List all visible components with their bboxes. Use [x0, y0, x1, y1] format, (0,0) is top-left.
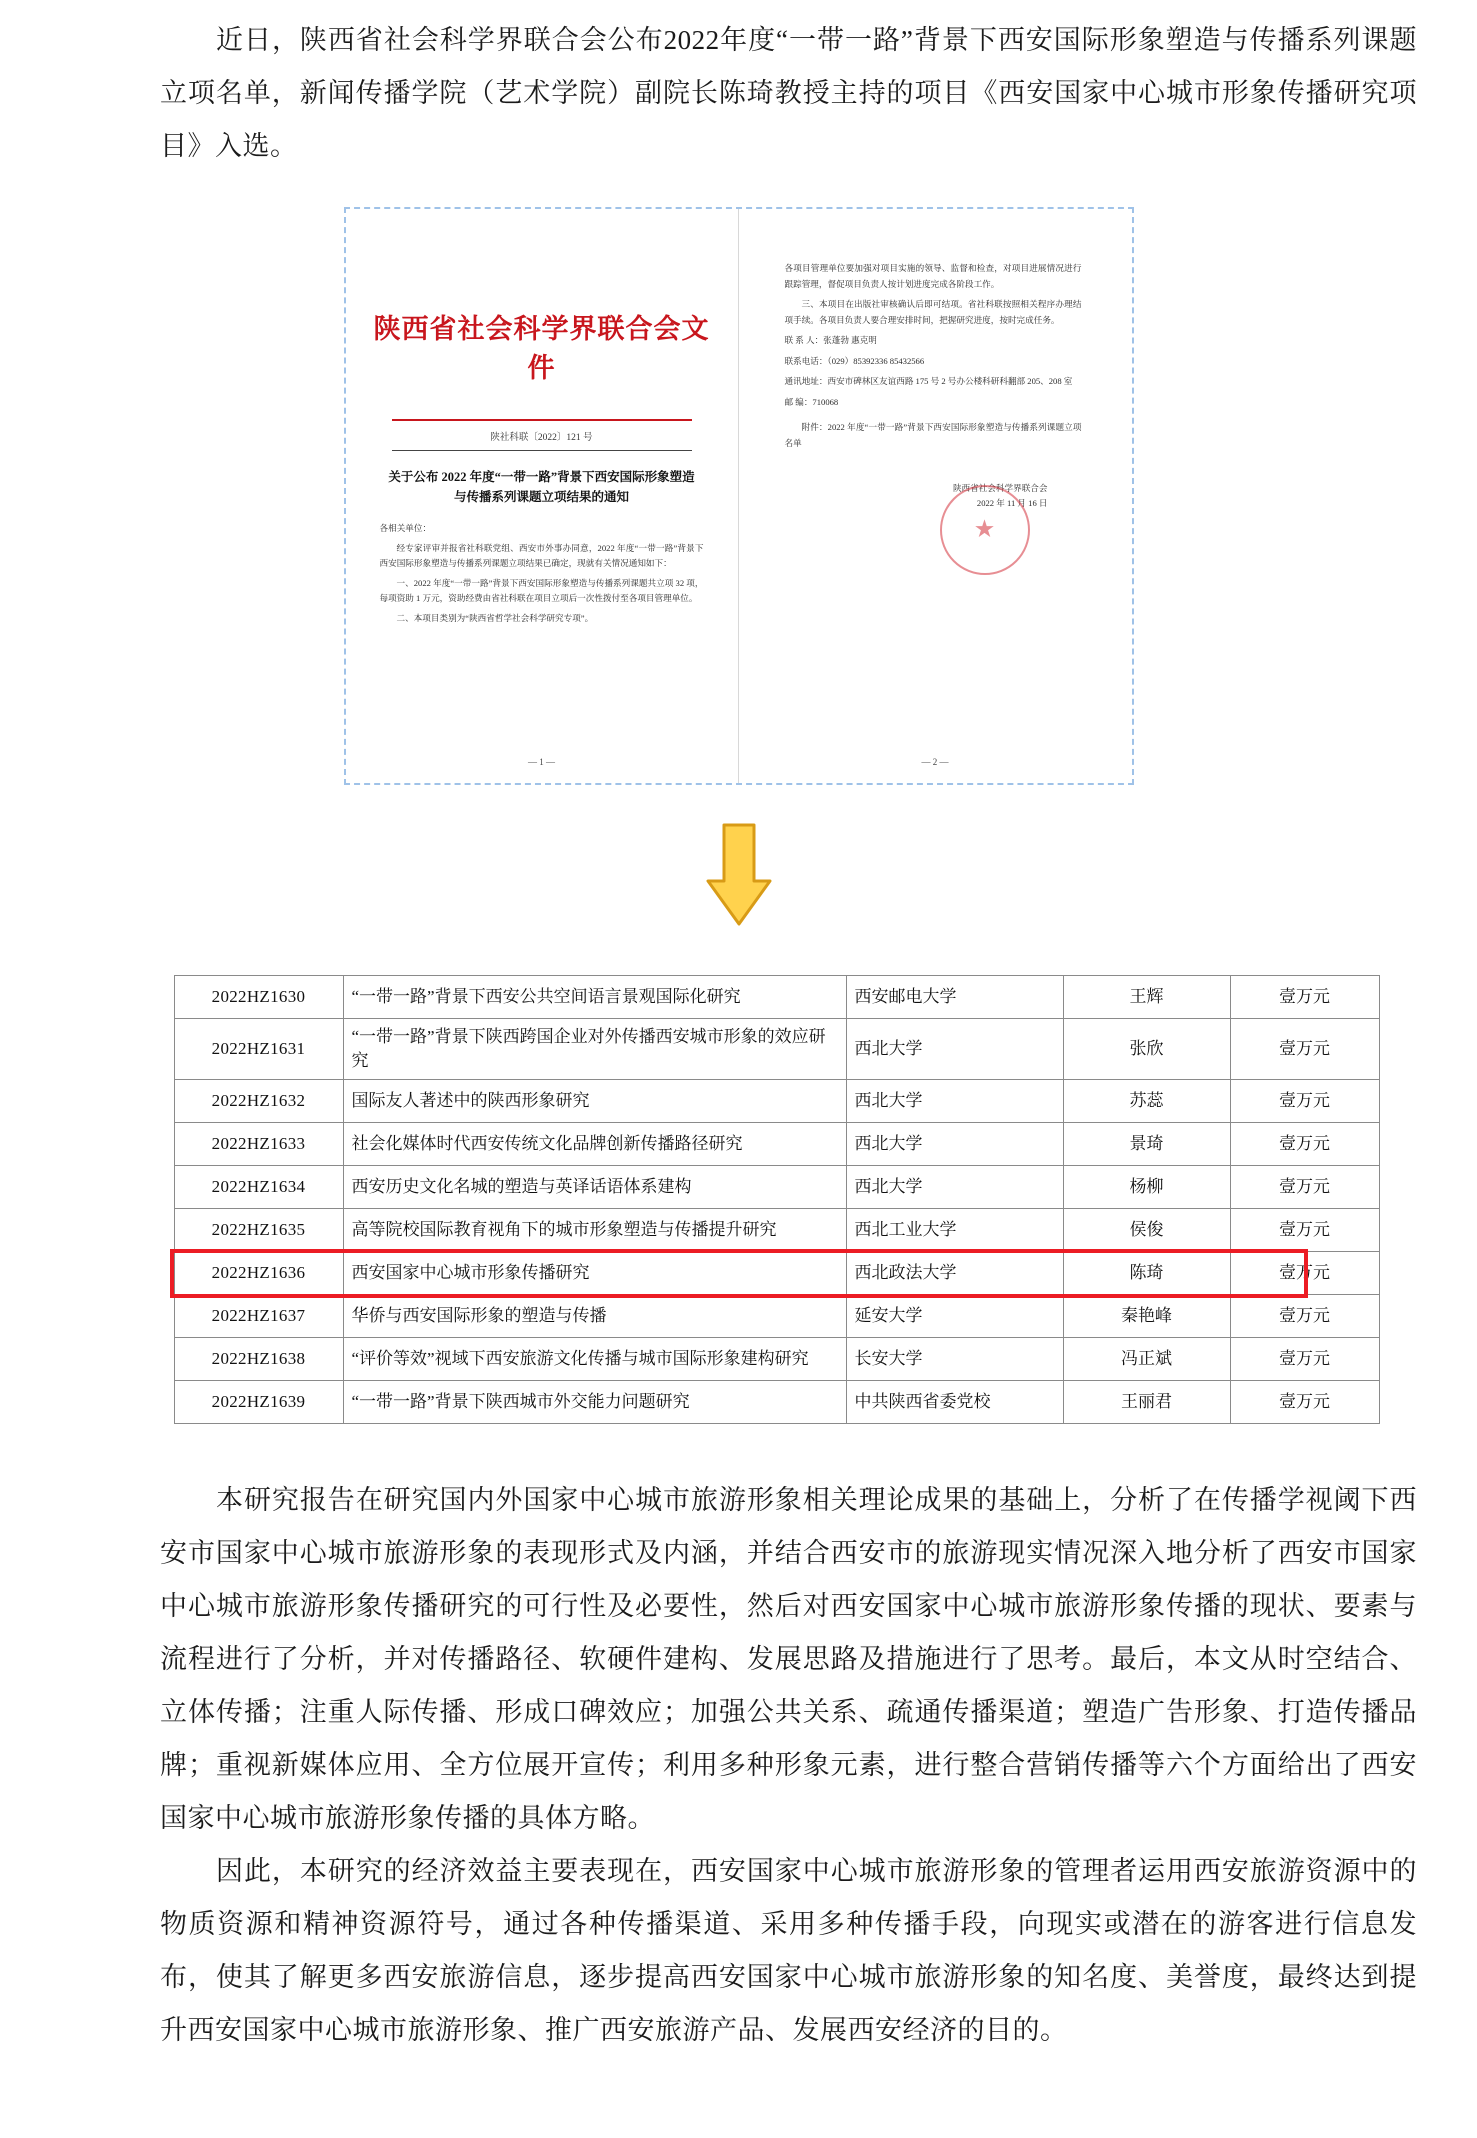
- table-row: [174, 1338, 1379, 1381]
- cell-code: 2022HZ1632: [174, 1080, 343, 1123]
- cell-university: 西北大学: [846, 1080, 1063, 1123]
- cell-code: 2022HZ1630: [174, 976, 343, 1019]
- table-row: [174, 976, 1379, 1019]
- scan-contact-name: 联 系 人：张蓬勃 惠克明: [784, 335, 877, 345]
- cell-project-name: “一带一路”背景下陕西跨国企业对外传播西安城市形象的效应研究: [343, 1019, 846, 1080]
- scan-left-page-number: — 1 —: [528, 757, 555, 767]
- cell-project-name: 社会化媒体时代西安传统文化品牌创新传播路径研究: [343, 1123, 846, 1166]
- scan-notice-title: 关于公布 2022 年度“一带一路”背景下西安国际形象塑造与传播系列课题立项结果的通知: [388, 470, 695, 504]
- cell-code: 2022HZ1636: [174, 1252, 343, 1295]
- arrow-section: [0, 823, 1477, 927]
- cell-project-name: 西安历史文化名城的塑造与英译话语体系建构: [343, 1166, 846, 1209]
- scan-left-para-2: 一、2022 年度“一带一路”背景下西安国际形象塑造与传播系列课题共立项 32 项，每项资助 1 万元，资助经费由省社科联在项目立项后一次性拨付至各项目管理单位。: [379, 578, 704, 603]
- cell-amount: 壹万元: [1230, 976, 1379, 1019]
- cell-code: 2022HZ1634: [174, 1166, 343, 1209]
- cell-amount: 壹万元: [1230, 1381, 1379, 1424]
- table-row: [174, 1381, 1379, 1424]
- scan-contact-zip: 邮 编：710068: [784, 396, 839, 407]
- cell-amount: 壹万元: [1230, 1019, 1379, 1080]
- scan-red-divider: [392, 419, 692, 421]
- cell-amount: 壹万元: [1230, 1166, 1379, 1209]
- cell-university: 西北大学: [846, 1166, 1063, 1209]
- cell-university: 延安大学: [846, 1295, 1063, 1338]
- cell-university: 西安邮电大学: [846, 976, 1063, 1019]
- scan-signature-org: 陕西省社会科学界联合会: [952, 483, 1048, 493]
- scan-page-left: [346, 209, 739, 783]
- cell-person: 冯正斌: [1063, 1338, 1230, 1381]
- cell-university: 西北政法大学: [846, 1252, 1063, 1295]
- table-row: [174, 1166, 1379, 1209]
- cell-person: 侯俊: [1063, 1209, 1230, 1252]
- cell-amount: 壹万元: [1230, 1252, 1379, 1295]
- cell-person: 陈琦: [1063, 1252, 1230, 1295]
- cell-code: 2022HZ1639: [174, 1381, 343, 1424]
- scan-contact-phone: 联系电话：（029）85392336 85432566: [784, 355, 925, 366]
- scan-right-body: [763, 235, 1108, 511]
- cell-project-name: “评价等效”视域下西安旅游文化传播与城市国际形象建构研究: [343, 1338, 846, 1381]
- scan-left-body: [370, 521, 714, 626]
- cell-project-name: “一带一路”背景下陕西城市外交能力问题研究: [343, 1381, 846, 1424]
- table-row: [174, 1080, 1379, 1123]
- table-row: [174, 1019, 1379, 1080]
- grant-table: [174, 975, 1380, 1424]
- cell-amount: 壹万元: [1230, 1338, 1379, 1381]
- cell-project-name: 国际友人著述中的陕西形象研究: [343, 1080, 846, 1123]
- scan-document-number: 陕社科联〔2022〕121 号: [490, 433, 593, 443]
- scan-redhead-title: 陕西省社会科学界联合会文件: [373, 314, 710, 383]
- official-document-scan: [344, 207, 1134, 785]
- cell-person: 秦艳峰: [1063, 1295, 1230, 1338]
- cell-university: 西北工业大学: [846, 1209, 1063, 1252]
- official-seal-icon: [940, 485, 1030, 575]
- scan-left-para-1: 经专家评审并报省社科联党组、西安市外事办同意，2022 年度“一带一路”背景下西安国际形象塑造与传播系列课题立项结果已确定，现就有关情况通知如下：: [379, 543, 704, 568]
- cell-project-name: 西安国家中心城市形象传播研究: [343, 1252, 846, 1295]
- scan-attachment-note: 附件：2022 年度“一带一路”背景下西安国际形象塑造与传播系列课题立项名单: [784, 422, 1082, 448]
- scan-left-para-3: 二、本项目类别为“陕西省哲学社会科学研究专项”。: [396, 613, 594, 623]
- body-section: [0, 1474, 1477, 2057]
- cell-code: 2022HZ1638: [174, 1338, 343, 1381]
- cell-code: 2022HZ1631: [174, 1019, 343, 1080]
- cell-amount: 壹万元: [1230, 1209, 1379, 1252]
- down-arrow-icon: [706, 823, 772, 927]
- scan-signature-block: [785, 481, 1082, 511]
- cell-university: 西北大学: [846, 1123, 1063, 1166]
- grant-table-body: [174, 976, 1379, 1424]
- cell-project-name: 华侨与西安国际形象的塑造与传播: [343, 1295, 846, 1338]
- cell-amount: 壹万元: [1230, 1080, 1379, 1123]
- cell-code: 2022HZ1635: [174, 1209, 343, 1252]
- cell-project-name: 高等院校国际教育视角下的城市形象塑造与传播提升研究: [343, 1209, 846, 1252]
- cell-person: 苏蕊: [1063, 1080, 1230, 1123]
- cell-person: 王丽君: [1063, 1381, 1230, 1424]
- scan-thin-divider: [392, 450, 692, 451]
- cell-university: 西北大学: [846, 1019, 1063, 1080]
- grant-table-wrapper: [174, 975, 1330, 1424]
- cell-project-name: “一带一路”背景下西安公共空间语言景观国际化研究: [343, 976, 846, 1019]
- scan-page-right: [739, 209, 1132, 783]
- scan-salutation: 各相关单位：: [379, 523, 432, 533]
- intro-section: [0, 0, 1477, 173]
- cell-university: 中共陕西省委党校: [846, 1381, 1063, 1424]
- table-row: [174, 1209, 1379, 1252]
- cell-person: 王辉: [1063, 976, 1230, 1019]
- scan-right-para-1: 各项目管理单位要加强对项目实施的领导、监督和检查，对项目进展情况进行跟踪管理，督促项目负责人按计划进度完成各阶段工作。: [784, 263, 1082, 289]
- table-row: [174, 1123, 1379, 1166]
- body-paragraph-1: 本研究报告在研究国内外国家中心城市旅游形象相关理论成果的基础上，分析了在传播学视阈下西安市国家中心城市旅游形象的表现形式及内涵，并结合西安市的旅游现实情况深入地分析了西安市国家中心城市旅游形象传播研究的可行性及必要性，然后对西安国家中心城市旅游形象传播的现状、要素与流程进行了分析，并对传播路径、软硬件建构、发展思路及措施进行了思考。最后，本文从时空结合、立体传播；注重人际传播、形成口碑效应；加强公共关系、疏通传播渠道；塑造广告形象、打造传播品牌；重视新媒体应用、全方位展开宣传；利用多种形象元素，进行整合营销传播等六个方面给出了西安国家中心城市旅游形象传播的具体方略。: [160, 1485, 1417, 1833]
- cell-amount: 壹万元: [1230, 1295, 1379, 1338]
- cell-person: 杨柳: [1063, 1166, 1230, 1209]
- body-paragraph-2: 因此，本研究的经济效益主要表现在，西安国家中心城市旅游形象的管理者运用西安旅游资源中的物质资源和精神资源符号，通过各种传播渠道、采用多种传播手段，向现实或潜在的游客进行信息发布，使其了解更多西安旅游信息，逐步提高西安国家中心城市旅游形象的知名度、美誉度，最终达到提升西安国家中心城市旅游形象、推广西安旅游产品、发展西安经济的目的。: [160, 1856, 1417, 2045]
- table-row-highlighted: [174, 1252, 1379, 1295]
- cell-person: 张欣: [1063, 1019, 1230, 1080]
- intro-paragraph: 近日，陕西省社会科学界联合会公布2022年度“一带一路”背景下西安国际形象塑造与传播系列课题立项名单，新闻传播学院（艺术学院）副院长陈琦教授主持的项目《西安国家中心城市形象传播研究项目》入选。: [160, 25, 1417, 161]
- cell-code: 2022HZ1637: [174, 1295, 343, 1338]
- cell-university: 长安大学: [846, 1338, 1063, 1381]
- cell-code: 2022HZ1633: [174, 1123, 343, 1166]
- table-row: [174, 1295, 1379, 1338]
- scan-contact-address: 通讯地址：西安市碑林区友谊西路 175 号 2 号办公楼科研科翻部 205、208 室: [784, 376, 1073, 386]
- cell-person: 景琦: [1063, 1123, 1230, 1166]
- cell-amount: 壹万元: [1230, 1123, 1379, 1166]
- scan-right-para-2: 三、本项目在出版社审核确认后即可结项。省社科联按照相关程序办理结项手续。各项目负责人要合理安排时间，把握研究进度，按时完成任务。: [784, 299, 1082, 325]
- scan-right-page-number: — 2 —: [921, 757, 949, 767]
- scan-signature-date: 2022 年 11 月 16 日: [976, 498, 1048, 508]
